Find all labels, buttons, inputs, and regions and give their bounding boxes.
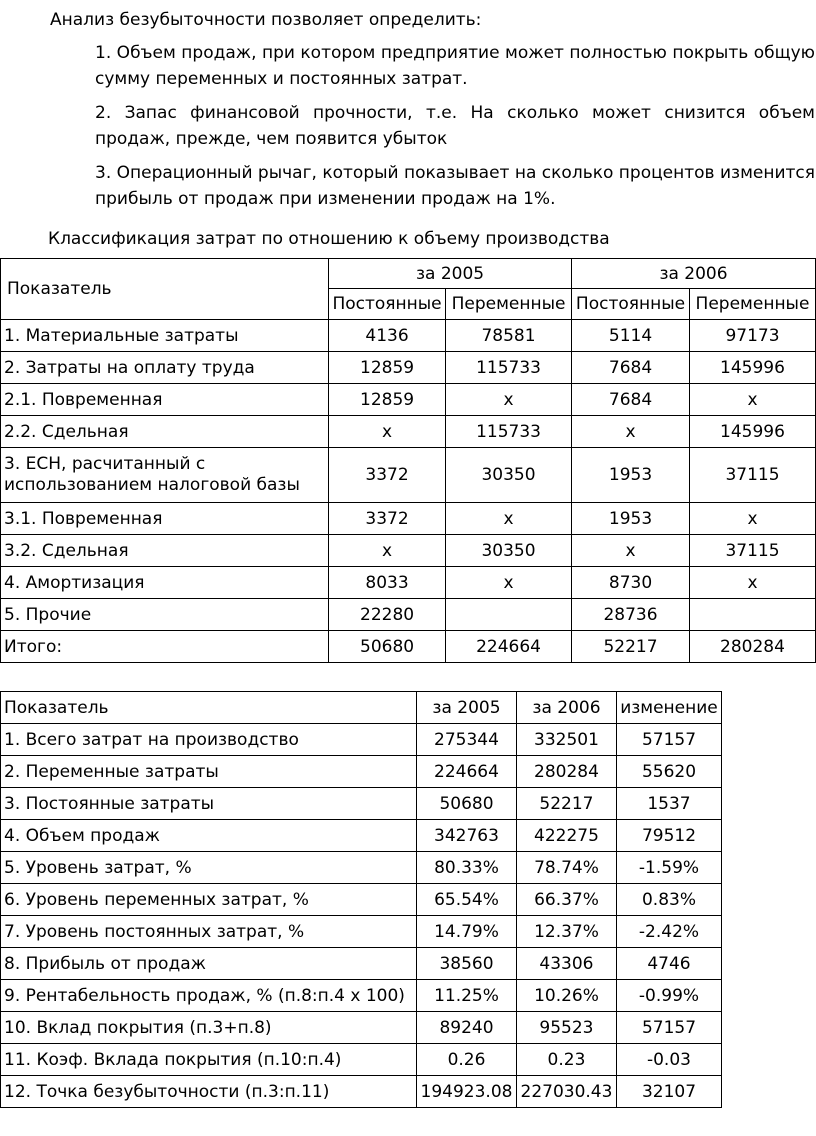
constant-2005: 50680 <box>329 631 446 663</box>
value-2005: 342763 <box>417 820 517 852</box>
row-label: Итого: <box>1 631 329 663</box>
table-row <box>1 631 816 663</box>
constant-2006: 28736 <box>572 599 690 631</box>
constant-2005: 4136 <box>329 320 446 352</box>
value-change: 57157 <box>616 724 721 756</box>
constant-2006: х <box>572 535 690 567</box>
value-2006: 52217 <box>516 788 616 820</box>
variable-2005: 115733 <box>446 352 572 384</box>
table-row <box>1 599 816 631</box>
intro-heading: Анализ безубыточности позволяет определить: <box>50 10 482 30</box>
table-row <box>1 567 816 599</box>
table-row <box>1 724 722 756</box>
table-row <box>1 320 816 352</box>
constant-2006: 1953 <box>572 503 690 535</box>
table-row <box>1 852 722 884</box>
table-row <box>1 352 816 384</box>
value-2005: 38560 <box>417 948 517 980</box>
row-label: 10. Вклад покрытия (п.3+п.8) <box>1 1012 417 1044</box>
table-row <box>1 1076 722 1108</box>
value-2005: 89240 <box>417 1012 517 1044</box>
constant-2005: 3372 <box>329 503 446 535</box>
value-change: 55620 <box>616 756 721 788</box>
constant-2005: х <box>329 416 446 448</box>
value-change: 4746 <box>616 948 721 980</box>
value-2006: 12.37% <box>516 916 616 948</box>
value-change: 57157 <box>616 1012 721 1044</box>
table-row <box>1 948 722 980</box>
value-2006: 280284 <box>516 756 616 788</box>
variable-2006: 97173 <box>690 320 816 352</box>
value-2005: 65.54% <box>417 884 517 916</box>
constant-2005: 22280 <box>329 599 446 631</box>
cost-classification-table <box>0 258 816 663</box>
constant-2006: 5114 <box>572 320 690 352</box>
header-constant-2006: Постоянные <box>572 289 690 320</box>
value-change: 1537 <box>616 788 721 820</box>
variable-2006: 37115 <box>690 448 816 503</box>
value-2006: 78.74% <box>516 852 616 884</box>
list-item: 2. Запас финансовой прочности, т.е. На сколько может снизится объем продаж, прежде, чем появится убыток <box>95 103 815 149</box>
header-year-2005: за 2005 <box>329 259 572 289</box>
header-year-2006: за 2006 <box>516 692 616 724</box>
header-year-2006: за 2006 <box>572 259 816 289</box>
row-label: 2.2. Сдельная <box>1 416 329 448</box>
row-label: 11. Коэф. Вклада покрытия (п.10:п.4) <box>1 1044 417 1076</box>
row-label: 1. Материальные затраты <box>1 320 329 352</box>
row-label: 7. Уровень постоянных затрат, % <box>1 916 417 948</box>
cost-classification-title: Классификация затрат по отношению к объему производства <box>48 229 610 249</box>
variable-2005: х <box>446 567 572 599</box>
value-2006: 66.37% <box>516 884 616 916</box>
value-2005: 14.79% <box>417 916 517 948</box>
row-label: 3.2. Сдельная <box>1 535 329 567</box>
table-row <box>1 788 722 820</box>
constant-2006: х <box>572 416 690 448</box>
value-2005: 50680 <box>417 788 517 820</box>
value-2006: 95523 <box>516 1012 616 1044</box>
value-2006: 10.26% <box>516 980 616 1012</box>
variable-2005: х <box>446 384 572 416</box>
table-row <box>1 503 816 535</box>
value-2006: 0.23 <box>516 1044 616 1076</box>
header-year-2005: за 2005 <box>417 692 517 724</box>
constant-2005: 12859 <box>329 352 446 384</box>
header-variable-2005: Переменные <box>446 289 572 320</box>
constant-2005: 3372 <box>329 448 446 503</box>
constant-2006: 1953 <box>572 448 690 503</box>
variable-2006: 145996 <box>690 416 816 448</box>
value-2005: 194923.08 <box>417 1076 517 1108</box>
value-2006: 422275 <box>516 820 616 852</box>
constant-2005: 12859 <box>329 384 446 416</box>
table-row <box>1 1044 722 1076</box>
variable-2005: 78581 <box>446 320 572 352</box>
break-even-table <box>0 691 722 1108</box>
header-indicator: Показатель <box>1 259 329 320</box>
table-row <box>1 416 816 448</box>
constant-2005: х <box>329 535 446 567</box>
variable-2005: х <box>446 503 572 535</box>
value-2005: 80.33% <box>417 852 517 884</box>
value-change: -0.03 <box>616 1044 721 1076</box>
row-label: 3. Постоянные затраты <box>1 788 417 820</box>
table-row <box>1 980 722 1012</box>
table-row <box>1 535 816 567</box>
value-change: -2.42% <box>616 916 721 948</box>
value-change: 79512 <box>616 820 721 852</box>
variable-2006: х <box>690 567 816 599</box>
table-row <box>1 820 722 852</box>
variable-2006 <box>690 599 816 631</box>
header-indicator: Показатель <box>1 692 417 724</box>
table-row <box>1 448 816 503</box>
variable-2005: 224664 <box>446 631 572 663</box>
row-label: 4. Объем продаж <box>1 820 417 852</box>
value-2005: 0.26 <box>417 1044 517 1076</box>
value-2005: 11.25% <box>417 980 517 1012</box>
header-constant-2005: Постоянные <box>329 289 446 320</box>
value-change: -1.59% <box>616 852 721 884</box>
table-row <box>1 1012 722 1044</box>
row-label: 12. Точка безубыточности (п.3:п.11) <box>1 1076 417 1108</box>
value-2005: 224664 <box>417 756 517 788</box>
variable-2005: 115733 <box>446 416 572 448</box>
constant-2006: 8730 <box>572 567 690 599</box>
constant-2006: 7684 <box>572 384 690 416</box>
constant-2005: 8033 <box>329 567 446 599</box>
table-row <box>1 384 816 416</box>
row-label: 5. Уровень затрат, % <box>1 852 417 884</box>
variable-2006: 145996 <box>690 352 816 384</box>
value-2006: 227030.43 <box>516 1076 616 1108</box>
variable-2006: х <box>690 503 816 535</box>
constant-2006: 7684 <box>572 352 690 384</box>
variable-2005 <box>446 599 572 631</box>
row-label: 9. Рентабельность продаж, % (п.8:п.4 х 100) <box>1 980 417 1012</box>
row-label: 2. Затраты на оплату труда <box>1 352 329 384</box>
list-item: 1. Объем продаж, при котором предприятие может полностью покрыть общую сумму переменных и постоянных затрат. <box>95 43 815 89</box>
table-row <box>1 756 722 788</box>
variable-2006: 280284 <box>690 631 816 663</box>
value-2006: 332501 <box>516 724 616 756</box>
value-change: 0.83% <box>616 884 721 916</box>
table-row <box>1 916 722 948</box>
row-label: 6. Уровень переменных затрат, % <box>1 884 417 916</box>
row-label: 2.1. Повременная <box>1 384 329 416</box>
variable-2005: 30350 <box>446 535 572 567</box>
variable-2005: 30350 <box>446 448 572 503</box>
value-2006: 43306 <box>516 948 616 980</box>
variable-2006: х <box>690 384 816 416</box>
row-label: 3. ЕСН, расчитанный с использованием налоговой базы <box>1 448 329 503</box>
value-change: 32107 <box>616 1076 721 1108</box>
purpose-list <box>95 40 815 220</box>
list-item: 3. Операционный рычаг, который показывает на сколько процентов изменится прибыль от продаж при изменении продаж на 1%. <box>95 163 815 209</box>
value-change: -0.99% <box>616 980 721 1012</box>
row-label: 4. Амортизация <box>1 567 329 599</box>
header-change: изменение <box>616 692 721 724</box>
value-2005: 275344 <box>417 724 517 756</box>
row-label: 2. Переменные затраты <box>1 756 417 788</box>
variable-2006: 37115 <box>690 535 816 567</box>
table-row <box>1 884 722 916</box>
row-label: 1. Всего затрат на производство <box>1 724 417 756</box>
row-label: 3.1. Повременная <box>1 503 329 535</box>
constant-2006: 52217 <box>572 631 690 663</box>
header-variable-2006: Переменные <box>690 289 816 320</box>
row-label: 8. Прибыль от продаж <box>1 948 417 980</box>
row-label: 5. Прочие <box>1 599 329 631</box>
